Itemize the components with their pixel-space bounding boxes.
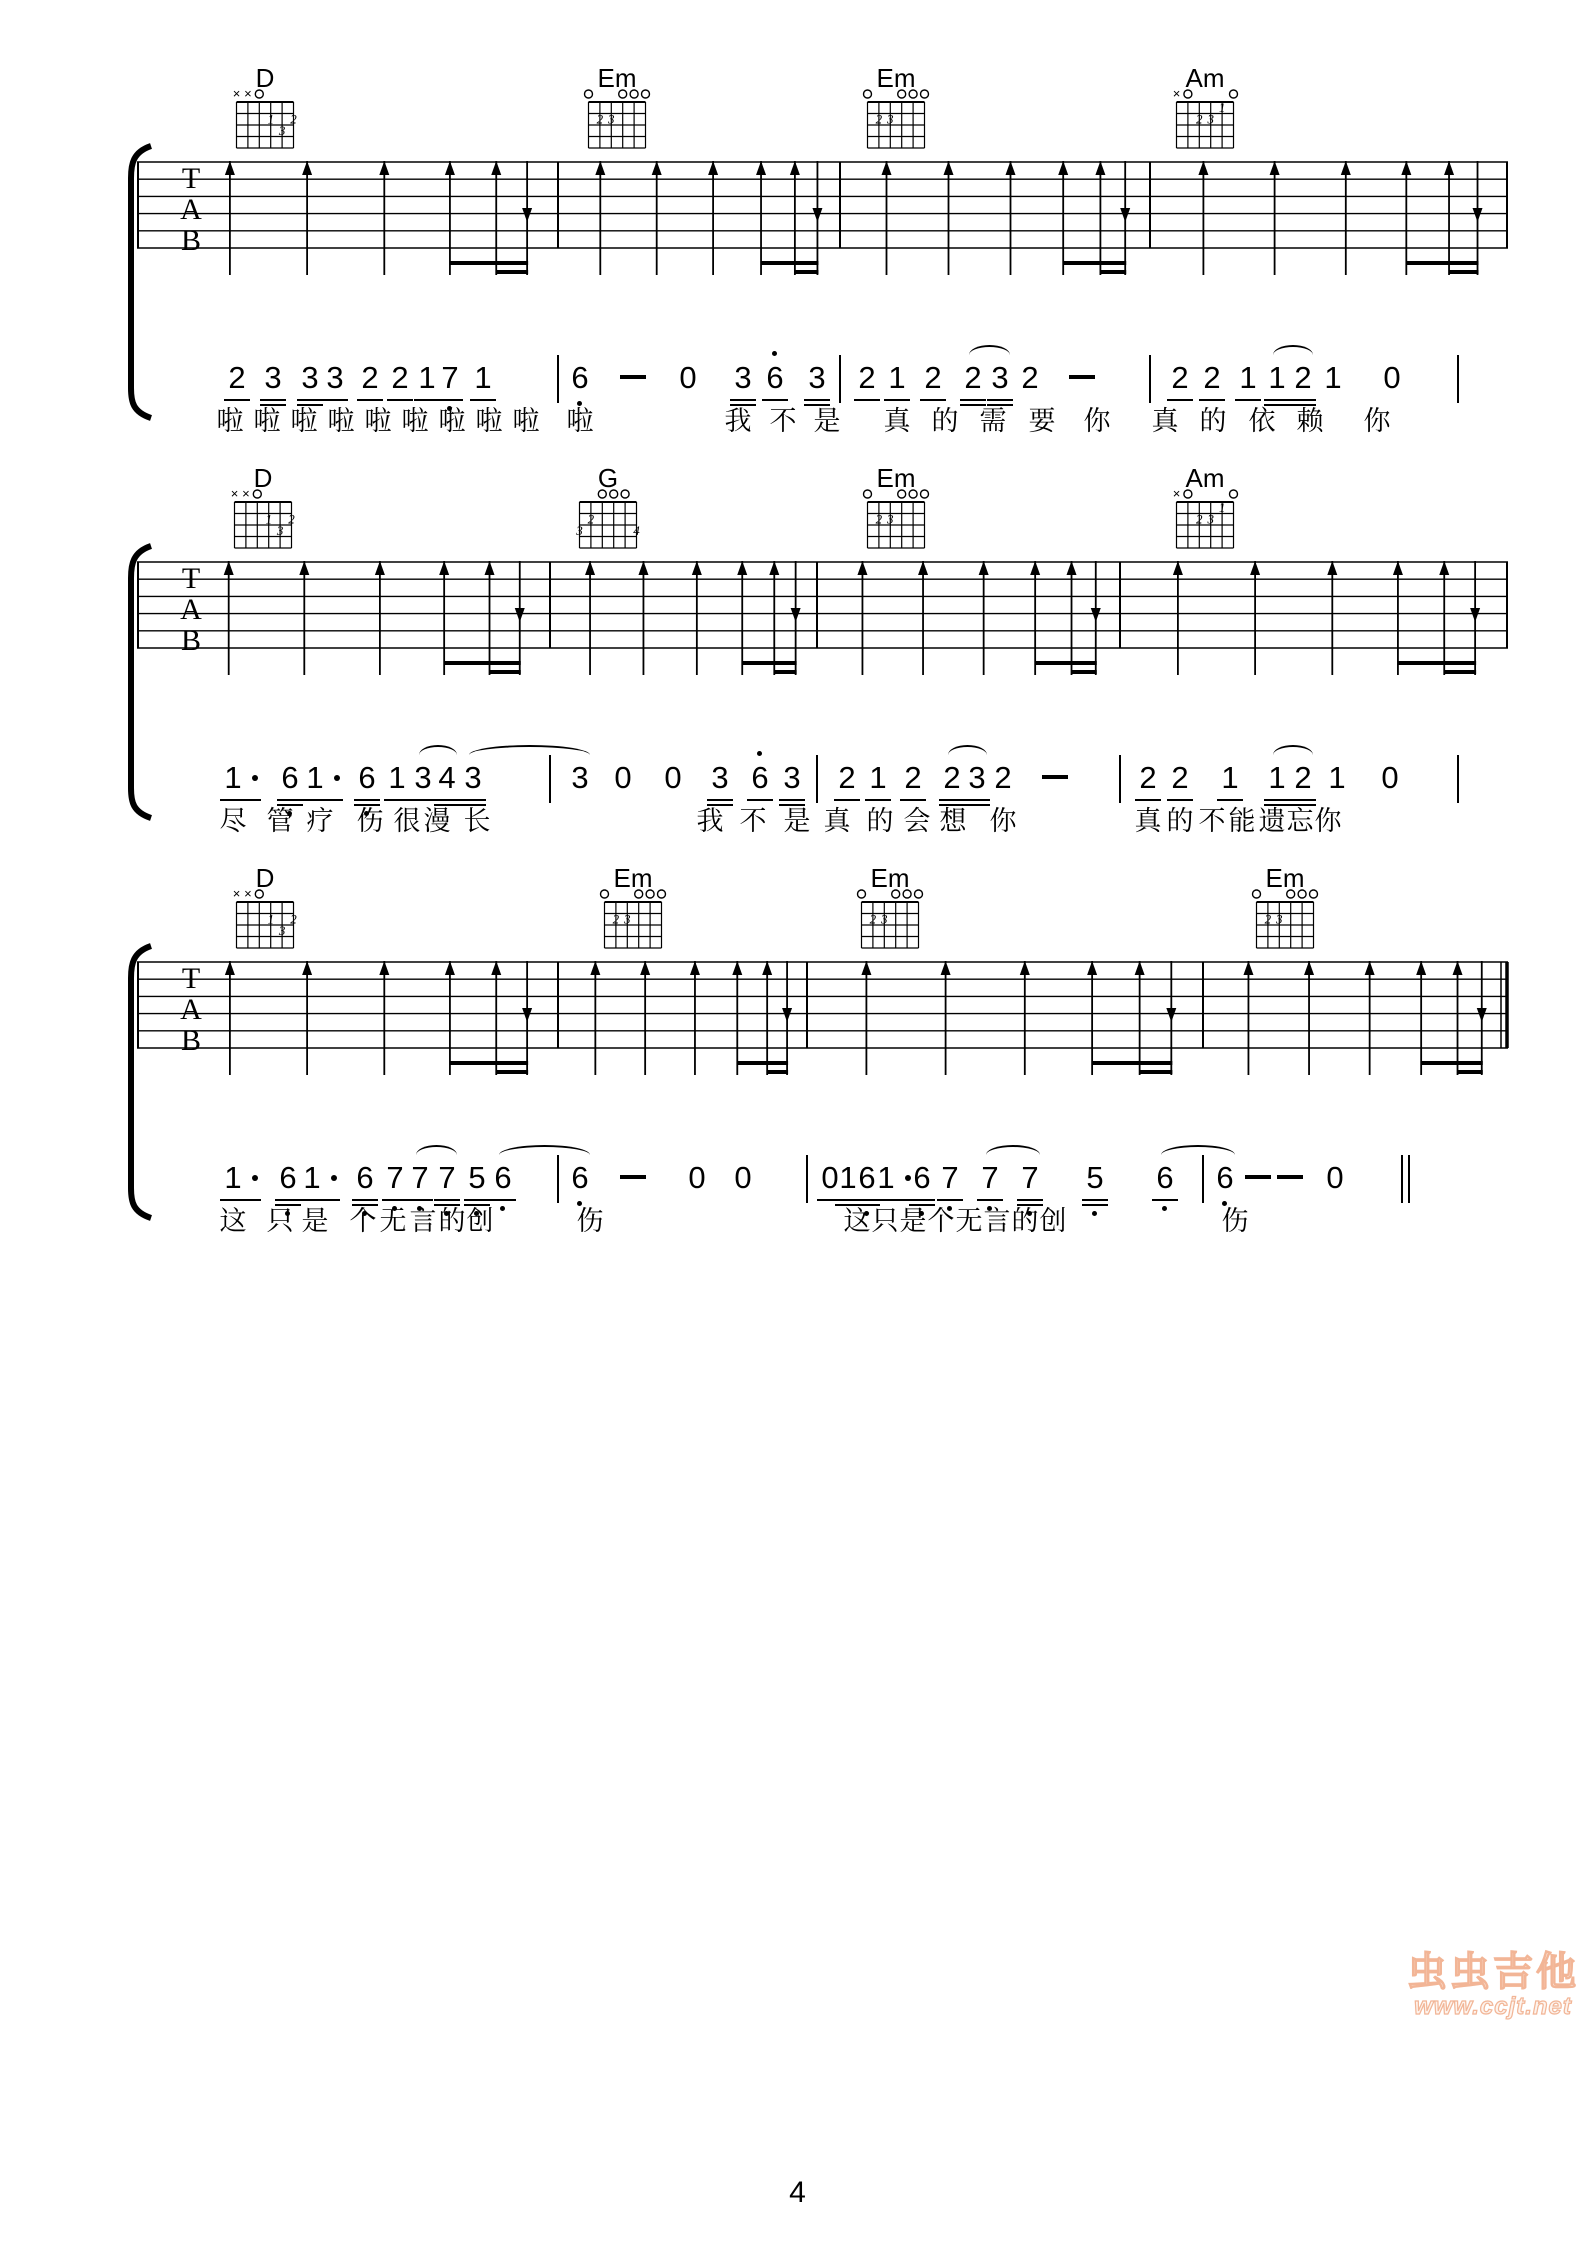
jianpu-note: 1: [862, 759, 894, 797]
jianpu-final-barline: [1401, 1155, 1410, 1203]
jianpu-note: 5: [461, 1159, 493, 1197]
lyric-char: 我: [724, 406, 752, 436]
lyric-char: 伤: [356, 806, 384, 836]
jianpu-note: 2: [1021, 360, 1039, 395]
tab-clef-letter: T: [181, 162, 201, 195]
lyric-char: 长: [463, 806, 491, 836]
chord-name-label: Am: [1185, 463, 1225, 493]
tab-clef-letter: A: [180, 593, 202, 626]
jianpu-note: 1: [411, 359, 443, 397]
lyric-char: 真: [1134, 806, 1162, 836]
lyric-char: 的: [438, 1206, 466, 1236]
jianpu-note: 1: [217, 759, 249, 797]
jianpu-barline: [1149, 355, 1151, 403]
lyric-char: 疗: [306, 806, 334, 836]
lyric-char: 伤: [1221, 1206, 1249, 1236]
lyric-char: 这: [843, 1206, 871, 1236]
jianpu-note: 0: [614, 760, 632, 795]
jianpu-note: 1: [381, 759, 413, 797]
jianpu-note: 2: [1287, 759, 1319, 797]
chord-name-label: Am: [1185, 63, 1225, 93]
jianpu-note: 3: [704, 759, 736, 797]
chord-name-label: Em: [613, 863, 653, 893]
muted-string-marker: ×: [242, 486, 250, 501]
tab-clef-letter: B: [180, 1024, 202, 1057]
lyric-char: 你: [1314, 806, 1342, 836]
watermark: [1398, 1950, 1588, 2020]
jianpu-note: 1: [217, 1159, 249, 1197]
lyric-char: 能: [1228, 806, 1256, 836]
jianpu-note: 3: [294, 359, 326, 397]
jianpu-note: 0: [734, 1160, 752, 1195]
jianpu-note: 2: [1132, 759, 1164, 797]
finger-number: 3: [1207, 111, 1214, 127]
jianpu-note: 1: [1261, 359, 1293, 397]
tie-arc: [986, 1145, 1040, 1159]
lyric-char: 是: [783, 806, 811, 836]
jianpu-note: 2: [1164, 359, 1196, 397]
lyric-char: 不: [739, 806, 767, 836]
lyric-char: 我: [696, 806, 724, 836]
jianpu-note: 7: [431, 1159, 463, 1197]
jianpu-dash: [620, 1175, 646, 1179]
lyric-char: 啦: [566, 406, 594, 436]
finger-number: 1: [267, 111, 274, 127]
jianpu-note: 6: [351, 759, 383, 797]
watermark-url: www.ccjt.net: [1414, 1993, 1572, 2020]
finger-number: 3: [608, 111, 615, 127]
finger-number: 3: [1276, 911, 1283, 927]
lyric-char: 赖: [1296, 406, 1324, 436]
jianpu-note: 0: [1381, 760, 1399, 795]
jianpu-note: 6: [272, 1159, 304, 1197]
tie-arc: [499, 1145, 590, 1159]
tab-clef-letter: A: [180, 993, 202, 1026]
lyric-char: 遗: [1258, 806, 1286, 836]
jianpu-dash: [1277, 1175, 1303, 1179]
jianpu-barline: [1457, 755, 1459, 803]
jianpu-note: 3: [257, 359, 289, 397]
finger-number: 2: [587, 511, 595, 527]
jianpu-note: 1: [1328, 760, 1346, 795]
chord-name-label: Em: [876, 463, 916, 493]
jianpu-note: 6: [274, 759, 306, 797]
tie-arc: [948, 745, 987, 759]
jianpu-note: 2: [831, 759, 863, 797]
lyric-char: 啦: [253, 406, 281, 436]
page-number: 4: [789, 2176, 806, 2209]
jianpu-barline: [549, 755, 551, 803]
finger-number: 2: [612, 911, 620, 927]
jianpu-note: 2: [917, 359, 949, 397]
jianpu-note: 3: [319, 359, 351, 397]
finger-number: 2: [875, 511, 883, 527]
jianpu-note: 6: [349, 1159, 381, 1197]
jianpu-note: 3: [457, 759, 489, 797]
chord-name-label: Em: [597, 63, 637, 93]
finger-number: 2: [1196, 511, 1203, 527]
jianpu-barline: [816, 755, 818, 803]
jianpu-note: 2: [957, 359, 989, 397]
lyric-char: 言: [983, 1206, 1011, 1236]
lyric-char: 需: [979, 406, 1007, 436]
jianpu-note: 6: [906, 1159, 938, 1197]
jianpu-note: 1: [1214, 759, 1246, 797]
lyric-char: 是: [301, 1206, 329, 1236]
jianpu-dash: [1245, 1175, 1271, 1179]
finger-number: 2: [288, 511, 295, 527]
finger-number: 2: [869, 911, 877, 927]
chord-name-label: Em: [870, 863, 910, 893]
muted-string-marker: ×: [230, 486, 239, 501]
finger-number: 1: [1218, 500, 1226, 515]
jianpu-note: 2: [897, 759, 929, 797]
jianpu-note: 7: [379, 1159, 411, 1197]
jianpu-note: 0: [679, 360, 697, 395]
tab-clef-letter: T: [181, 562, 201, 595]
jianpu-note: 2: [384, 359, 416, 397]
finger-number: 2: [1264, 911, 1272, 927]
jianpu-note: 3: [984, 359, 1016, 397]
muted-string-marker: ×: [232, 86, 241, 101]
finger-number: 2: [1196, 111, 1203, 127]
lyric-char: 啦: [327, 406, 355, 436]
jianpu-barline: [1119, 755, 1121, 803]
lyric-char: 要: [1028, 406, 1056, 436]
tab-clef-letter: T: [181, 962, 201, 995]
jianpu-note: 2: [994, 760, 1012, 795]
jianpu-note: 6: [564, 359, 596, 397]
lyric-char: 真: [1151, 406, 1179, 436]
lyric-char: 个: [927, 1206, 955, 1236]
jianpu-note: 1: [832, 1159, 864, 1197]
jianpu-barline: [557, 1155, 559, 1203]
lyric-char: 的: [1199, 406, 1227, 436]
lyric-char: 尽: [219, 806, 247, 836]
tab-clef-letter: B: [180, 224, 202, 257]
lyric-char: 个: [349, 1206, 377, 1236]
lyric-char: 真: [883, 406, 911, 436]
lyric-char: 你: [1363, 406, 1391, 436]
muted-string-marker: ×: [1172, 86, 1181, 101]
lyric-char: 啦: [401, 406, 429, 436]
lyric-char: 很: [393, 806, 421, 836]
lyric-char: 的: [866, 806, 894, 836]
chord-name-label: D: [255, 63, 275, 93]
lyric-char: 真: [823, 806, 851, 836]
jianpu-note: 6: [1209, 1159, 1241, 1197]
lyric-char: 的: [1166, 806, 1194, 836]
lyric-char: 言: [409, 1206, 437, 1236]
finger-number: 2: [290, 111, 297, 127]
muted-string-marker: ×: [1172, 486, 1181, 501]
jianpu-note: 6: [851, 1159, 883, 1197]
jianpu-note: 0: [814, 1159, 846, 1197]
lyric-char: 不: [769, 406, 797, 436]
tab-clef-letter: A: [180, 193, 202, 226]
jianpu-note: 6: [564, 1159, 596, 1197]
lyric-char: 的: [931, 406, 959, 436]
tab-clef-letter: B: [180, 624, 202, 657]
tie-arc: [1273, 345, 1313, 359]
lyric-char: 忘: [1286, 806, 1314, 836]
finger-number: 3: [576, 523, 583, 538]
jianpu-note: 1: [1324, 360, 1342, 395]
jianpu-note: 3: [571, 760, 589, 795]
chord-name-label: G: [597, 463, 619, 493]
jianpu-note: 2: [1164, 759, 1196, 797]
tie-arc: [419, 745, 457, 759]
finger-number: 1: [265, 511, 272, 527]
lyric-char: 是: [813, 406, 841, 436]
jianpu-note: 3: [961, 759, 993, 797]
lyric-char: 管: [266, 806, 294, 836]
lyric-char: 想: [939, 806, 967, 836]
lyric-char: 啦: [475, 406, 503, 436]
jianpu-note: 4: [431, 759, 463, 797]
chord-name-label: Em: [1265, 863, 1305, 893]
lyric-char: 啦: [364, 406, 392, 436]
lyric-char: 啦: [290, 406, 318, 436]
finger-number: 3: [887, 111, 894, 127]
tie-arc: [416, 1145, 457, 1159]
jianpu-note: 3: [776, 759, 808, 797]
jianpu-note: 2: [936, 759, 968, 797]
jianpu-note: 6: [487, 1159, 519, 1197]
jianpu-note: 3: [727, 359, 759, 397]
jianpu-barline: [839, 355, 841, 403]
lyric-char: 漫: [423, 806, 451, 836]
jianpu-note: 1: [1261, 759, 1293, 797]
lyric-char: 只: [266, 1206, 294, 1236]
jianpu-note: 0: [688, 1160, 706, 1195]
finger-number: 3: [278, 123, 286, 138]
tie-arc: [1273, 745, 1313, 759]
lyric-char: 的: [1011, 1206, 1039, 1236]
tie-arc: [469, 745, 590, 759]
jianpu-dash: [620, 375, 646, 379]
finger-number: 3: [624, 911, 631, 927]
jianpu-note: 2: [221, 359, 253, 397]
jianpu-barline: [557, 355, 559, 403]
finger-number: 2: [875, 111, 883, 127]
muted-string-marker: ×: [244, 86, 252, 101]
jianpu-barline: [806, 1155, 808, 1203]
lyric-char: 你: [1083, 406, 1111, 436]
lyric-char: 会: [903, 806, 931, 836]
jianpu-note: 7: [974, 1159, 1006, 1197]
muted-string-marker: ×: [232, 886, 241, 901]
jianpu-note: 1: [296, 1159, 328, 1197]
jianpu-note: 3: [407, 759, 439, 797]
lyric-char: 这: [219, 1206, 247, 1236]
jianpu-note: 0: [1326, 1160, 1344, 1195]
lyric-char: 只: [871, 1206, 899, 1236]
finger-number: 3: [1207, 511, 1214, 527]
muted-string-marker: ×: [244, 886, 252, 901]
jianpu-note: 1: [881, 359, 913, 397]
jianpu-note: 7: [1014, 1159, 1046, 1197]
jianpu-note: 3: [801, 359, 833, 397]
finger-number: 2: [596, 111, 604, 127]
jianpu-barline: [1457, 355, 1459, 403]
jianpu-note: 7: [934, 1159, 966, 1197]
finger-number: 3: [276, 523, 284, 538]
finger-number: 2: [290, 911, 297, 927]
jianpu-note: 6: [744, 759, 776, 797]
chord-name-label: D: [255, 863, 275, 893]
jianpu-note: 6: [1149, 1159, 1181, 1197]
jianpu-note: 5: [1079, 1159, 1111, 1197]
lyric-char: 伤: [576, 1206, 604, 1236]
jianpu-note: 7: [404, 1159, 436, 1197]
finger-number: 4: [633, 523, 640, 538]
lyric-char: 创: [1039, 1206, 1067, 1236]
jianpu-note: 2: [354, 359, 386, 397]
jianpu-note: 1: [870, 1159, 902, 1197]
lyric-char: 啦: [438, 406, 466, 436]
jianpu-note: 0: [1383, 360, 1401, 395]
lyric-char: 创: [466, 1206, 494, 1236]
watermark-title: 虫虫吉他: [1407, 1950, 1579, 1994]
chord-name-label: D: [253, 463, 273, 493]
finger-number: 1: [1218, 100, 1226, 115]
tie-arc: [969, 345, 1010, 359]
lyric-char: 你: [989, 806, 1017, 836]
lyric-char: 依: [1248, 406, 1276, 436]
lyric-char: 啦: [216, 406, 244, 436]
jianpu-dash: [1069, 375, 1095, 379]
finger-number: 3: [887, 511, 894, 527]
jianpu-note: 7: [434, 359, 466, 397]
chord-name-label: Em: [876, 63, 916, 93]
jianpu-note: 2: [1196, 359, 1228, 397]
jianpu-note: 2: [851, 359, 883, 397]
jianpu-note: 1: [1232, 359, 1264, 397]
finger-number: 1: [267, 911, 274, 927]
jianpu-note: 1: [299, 759, 331, 797]
jianpu-barline: [1202, 1155, 1204, 1203]
lyric-char: 不: [1198, 806, 1226, 836]
tie-arc: [1161, 1145, 1235, 1159]
jianpu-dash: [1042, 775, 1068, 779]
finger-number: 3: [881, 911, 888, 927]
jianpu-note: 2: [1287, 359, 1319, 397]
jianpu-note: 6: [759, 359, 791, 397]
finger-number: 3: [278, 923, 286, 938]
lyric-char: 是: [899, 1206, 927, 1236]
jianpu-note: 0: [664, 760, 682, 795]
jianpu-note: 1: [467, 359, 499, 397]
lyric-char: 啦: [512, 406, 540, 436]
lyric-char: 无: [379, 1206, 407, 1236]
lyric-char: 无: [955, 1206, 983, 1236]
